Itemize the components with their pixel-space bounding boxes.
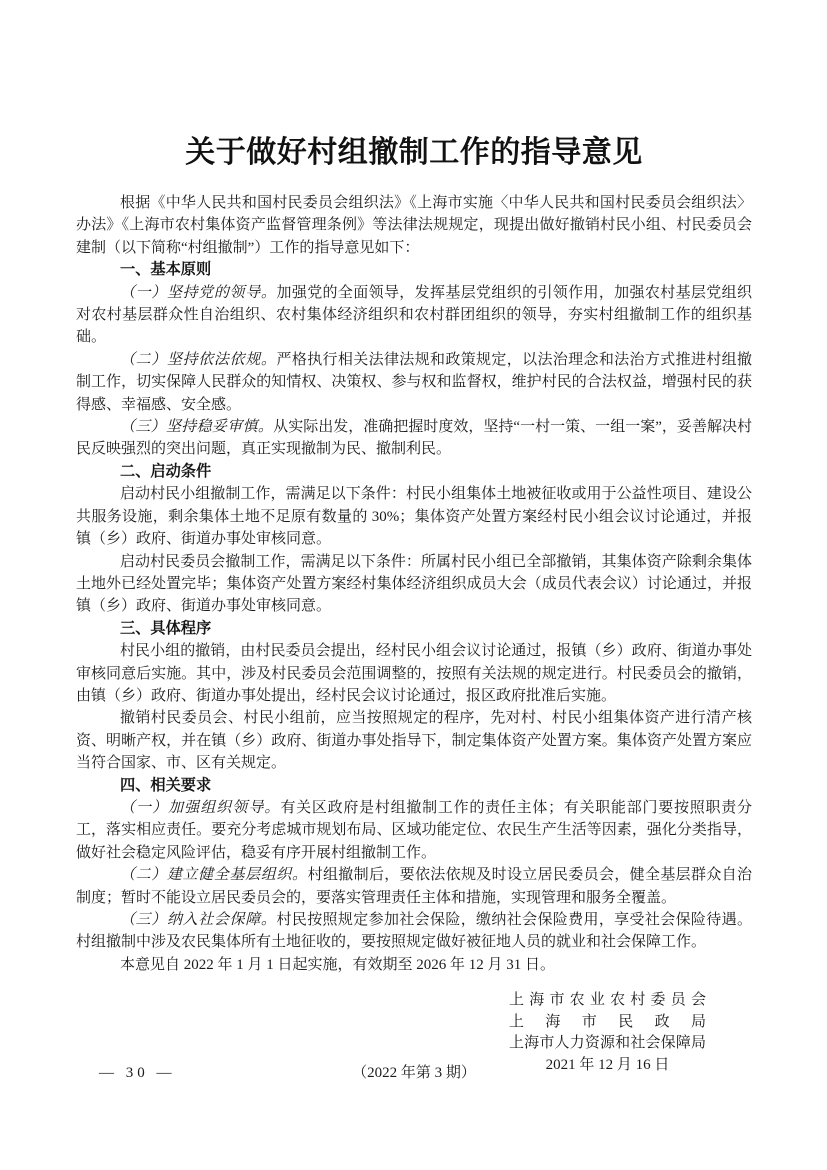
- paragraph: 村民小组的撤销，由村民委员会提出，经村民小组会议讨论通过，报镇（乡）政府、街道办事处审核同意后实施。其中，涉及村民委员会范围调整的，按照有关法规的规定进行。村民委员会的撤销，由镇（乡）政府、街道办事处提出，经村民会议讨论通过，报区政府批准后实施。: [76, 643, 752, 704]
- paragraph-text: 加强党的全面领导，发挥基层党组织的引领作用，加强农村基层党组织对农村基层群众性自治组织、农村集体经济组织和农村群团组织的领导，夯实村组撤制工作的组织基础。: [76, 284, 752, 346]
- paragraph-text: 村组撤制后，要依法依规及时设立居民委员会，健全基层群众自治制度；暂时不能设立居民委员会的，要落实管理责任主体和措施，实现管理和服务全覆盖。: [76, 867, 752, 906]
- section-heading-3: 三、具体程序: [120, 619, 212, 637]
- footer-issue-label: （2022 年第 3 期）: [352, 1065, 476, 1081]
- section-heading-2: 二、启动条件: [120, 462, 212, 480]
- section-heading-1: 一、基本原则: [120, 261, 212, 279]
- paragraph: [76, 349, 752, 416]
- paragraph-lead: （三）坚持稳妥审慎。: [120, 419, 274, 436]
- paragraph: [76, 909, 752, 954]
- paragraph-text: 村民按照规定参加社会保险，缴纳社会保险费用，享受社会保险待遇。村组撤制中涉及农民集体所有土地征收的，要按照规定做好被征地人员的就业和社会保障工作。: [76, 912, 752, 951]
- signature-org-1: 上海市农业农村委员会: [509, 992, 706, 1009]
- paragraph: [76, 282, 752, 349]
- paragraph-lead: （二）建立健全基层组织。: [120, 867, 308, 884]
- section-heading-4: 四、相关要求: [120, 776, 212, 794]
- paragraph-lead: （一）坚持党的领导。: [120, 284, 277, 301]
- document-body: [76, 192, 752, 1076]
- signature-org-3: 上海市人力资源和社会保障局: [509, 1035, 706, 1052]
- signature-org-2: 上海市民政局: [509, 1013, 706, 1030]
- intro-paragraph: 根据《中华人民共和国村民委员会组织法》《上海市实施〈中华人民共和国村民委员会组织法〉办法》《上海市农村集体资产监督管理条例》等法律法规规定，现提出做好撤销村民小组、村民委员会建制（以下简称“村组撤制”）工作的指导意见如下：: [76, 195, 752, 256]
- paragraph: [76, 797, 752, 864]
- signature-date: 2021 年 12 月 16 日: [545, 1056, 670, 1073]
- paragraph-text: 严格执行相关法律法规和政策规定，以法治理念和法治方式推进村组撤制工作，切实保障人民群众的知情权、决策权、参与权和监督权，维护村民的合法权益，增强村民的获得感、幸福感、安全感。: [76, 351, 752, 413]
- paragraph-text: 从实际出发，准确把握时度效，坚持“一村一策、一组一案”，妥善解决村民反映强烈的突出问题，真正实现撤制为民、撤制利民。: [76, 419, 752, 458]
- paragraph: 启动村民小组撤制工作，需满足以下条件：村民小组集体土地被征收或用于公益性项目、建设公共服务设施，剩余集体土地不足原有数量的 30%；集体资产处置方案经村民小组会议讨论通过，并报镇（乡）政府、街道办事处审核同意。: [76, 486, 752, 548]
- paragraph: [76, 864, 752, 909]
- page-footer: [76, 1062, 752, 1084]
- paragraph: [76, 416, 752, 461]
- paragraph-text: 有关区政府是村组撤制工作的责任主体；有关职能部门要按照职责分工，落实相应责任。要充分考虑城市规划布局、区域功能定位、农民生产生活等因素，强化分类指导，做好社会稳定风险评估，稳妥有序开展村组撤制工作。: [76, 799, 752, 861]
- paragraph-lead: （三）纳入社会保障。: [120, 912, 277, 928]
- footer-page-number: — 30 —: [99, 1065, 176, 1081]
- paragraph-lead: （一）加强组织领导。: [120, 799, 281, 816]
- paragraph: 启动村民委员会撤制工作，需满足以下条件：所属村民小组已全部撤销，其集体资产除剩余集体土地外已经处置完毕；集体资产处置方案经村集体经济组织成员大会（成员代表会议）讨论通过，并报镇（乡）政府、街道办事处审核同意。: [76, 553, 752, 615]
- paragraph-lead: （二）坚持依法依规。: [120, 351, 277, 368]
- closing-paragraph: 本意见自 2022 年 1 月 1 日起实施，有效期至 2026 年 12 月 31 日。: [120, 956, 556, 973]
- paragraph: 撤销村民委员会、村民小组前，应当按照规定的程序，先对村、村民小组集体资产进行清产核资、明晰产权，并在镇（乡）政府、街道办事处指导下，制定集体资产处置方案。集体资产处置方案应当符合国家、市、区有关规定。: [76, 710, 752, 772]
- document-title: 关于做好村组撤制工作的指导意见: [185, 136, 643, 169]
